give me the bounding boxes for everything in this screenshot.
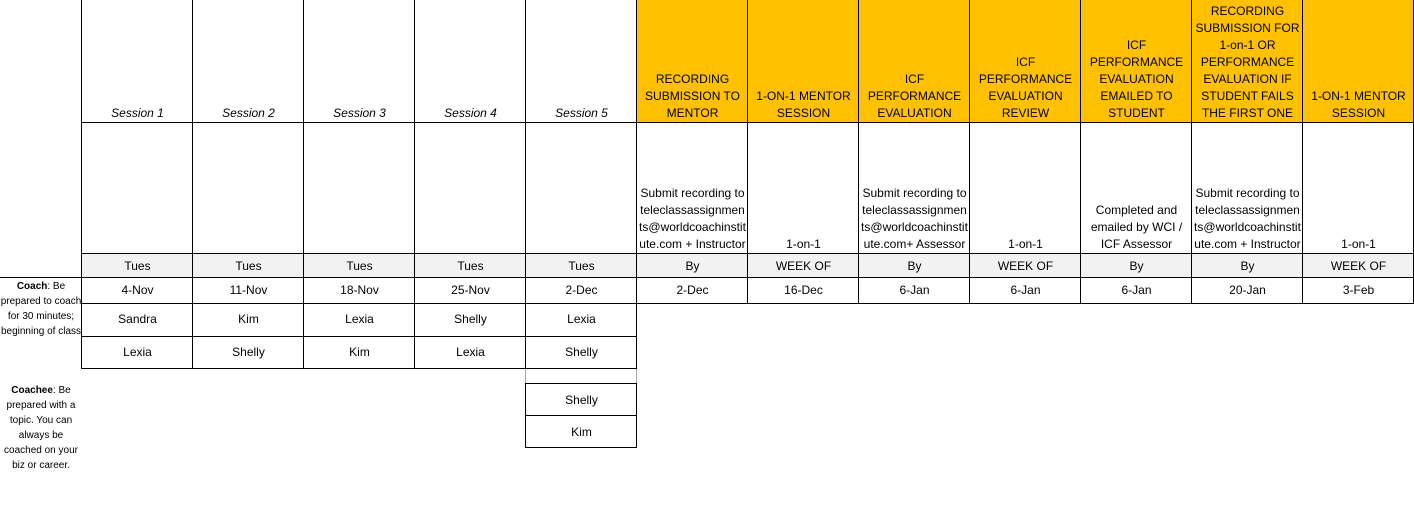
coach-name-cell: Kim bbox=[349, 344, 370, 359]
column-description: Submit recording to teleclassassignments@worldcoachinstitute.com + Instructor bbox=[639, 186, 746, 251]
day-cell: Tues bbox=[304, 254, 415, 278]
day-cell: By bbox=[1081, 254, 1192, 278]
column-description: 1-on-1 bbox=[1008, 237, 1043, 251]
coach-instructions bbox=[0, 279, 82, 369]
date-cell: 2-Dec bbox=[676, 283, 709, 297]
coach-name-cell: Lexia bbox=[456, 344, 485, 359]
date-cell: 25-Nov bbox=[451, 283, 490, 297]
date-cell: 11-Nov bbox=[229, 283, 268, 297]
day-cell: Tues bbox=[193, 254, 304, 278]
grid-line bbox=[303, 0, 304, 369]
date-cell: 20-Jan bbox=[1229, 283, 1266, 297]
grid-line bbox=[747, 0, 748, 304]
coach-name-cell: Sandra bbox=[118, 312, 157, 326]
grid-line bbox=[81, 253, 1414, 254]
date-cell: 2-Dec bbox=[565, 283, 598, 297]
coach-name-cell: Lexia bbox=[345, 312, 374, 326]
coach-name-cell: Lexia bbox=[123, 344, 152, 359]
coachee-instructions bbox=[0, 383, 82, 493]
column-header: Session 1 bbox=[111, 106, 164, 120]
day-cell: WEEK OF bbox=[970, 254, 1081, 278]
date-cell: 6-Jan bbox=[899, 283, 930, 297]
day-cell: WEEK OF bbox=[748, 254, 859, 278]
grid-line bbox=[636, 369, 637, 383]
grid-line bbox=[858, 0, 859, 304]
grid-line bbox=[81, 336, 637, 337]
column-header: Session 2 bbox=[222, 106, 275, 120]
column-description bbox=[82, 123, 193, 254]
column-description bbox=[304, 123, 415, 254]
coach-name-cell: Shelly bbox=[565, 344, 598, 359]
day-cell: By bbox=[859, 254, 970, 278]
column-description bbox=[193, 123, 304, 254]
column-header: 1-ON-1 MENTOR SESSION bbox=[1303, 0, 1414, 123]
grid-line bbox=[1080, 0, 1081, 304]
grid-line bbox=[636, 0, 637, 369]
day-cell: By bbox=[637, 254, 748, 278]
coach-name-cell: Shelly bbox=[454, 312, 487, 326]
column-header: 1-ON-1 MENTOR SESSION bbox=[748, 0, 859, 123]
coachee-name-cell: Kim bbox=[571, 424, 592, 439]
date-cell: 16-Dec bbox=[784, 283, 823, 297]
coach-name-cell: Kim bbox=[238, 312, 259, 326]
date-cell: 3-Feb bbox=[1342, 283, 1375, 297]
grid-line bbox=[192, 0, 193, 369]
grid-line bbox=[525, 383, 637, 384]
date-cell: 4-Nov bbox=[121, 283, 154, 297]
grid-line bbox=[525, 447, 637, 448]
date-cell: 18-Nov bbox=[340, 283, 379, 297]
column-header: ICF PERFORMANCE EVALUATION EMAILED TO STUDENT bbox=[1081, 0, 1192, 123]
coachee-name-cell: Shelly bbox=[565, 392, 598, 407]
column-header: RECORDING SUBMISSION FOR 1-on-1 OR PERFORMANCE EVALUATION IF STUDENT FAILS THE FIRST ONE bbox=[1192, 0, 1303, 123]
grid-line bbox=[81, 303, 1414, 304]
grid-line bbox=[1302, 0, 1303, 304]
date-cell: 6-Jan bbox=[1121, 283, 1152, 297]
coachee-note: : Be prepared with a topic. You can always be coached on your biz or career. bbox=[4, 385, 78, 471]
coachee-label: Coachee bbox=[11, 385, 53, 396]
grid-line bbox=[969, 0, 970, 304]
grid-line bbox=[81, 0, 82, 369]
grid-line bbox=[525, 0, 526, 369]
day-cell: Tues bbox=[82, 254, 193, 278]
day-cell: WEEK OF bbox=[1303, 254, 1414, 278]
column-header: ICF PERFORMANCE EVALUATION bbox=[859, 0, 970, 123]
column-description: Submit recording to teleclassassignments@worldcoachinstitute.com + Instructor bbox=[1194, 186, 1301, 251]
column-description: 1-on-1 bbox=[786, 237, 821, 251]
coach-name-cell: Shelly bbox=[232, 344, 265, 359]
column-header: RECORDING SUBMISSION TO MENTOR bbox=[637, 0, 748, 123]
column-description: Completed and emailed by WCI / ICF Assessor bbox=[1090, 203, 1183, 251]
grid-line bbox=[81, 122, 1414, 123]
grid-line bbox=[81, 368, 637, 369]
grid-line bbox=[0, 277, 1414, 278]
grid-line bbox=[1191, 0, 1192, 304]
column-description bbox=[526, 123, 637, 254]
grid-line bbox=[525, 369, 526, 383]
coach-name-cell: Lexia bbox=[567, 312, 596, 326]
column-header: Session 4 bbox=[444, 106, 497, 120]
coach-note: : Be prepared to coach for 30 minutes; beginning of class bbox=[0, 281, 82, 337]
grid-line bbox=[414, 0, 415, 369]
grid-line bbox=[525, 383, 526, 448]
grid-line bbox=[636, 383, 637, 448]
column-header: Session 3 bbox=[333, 106, 386, 120]
day-cell: Tues bbox=[415, 254, 526, 278]
grid-line bbox=[525, 415, 637, 416]
date-cell: 6-Jan bbox=[1010, 283, 1041, 297]
day-cell: By bbox=[1192, 254, 1303, 278]
column-header: ICF PERFORMANCE EVALUATION REVIEW bbox=[970, 0, 1081, 123]
column-description: 1-on-1 bbox=[1341, 237, 1376, 251]
day-cell: Tues bbox=[526, 254, 637, 278]
column-description bbox=[415, 123, 526, 254]
column-header: Session 5 bbox=[555, 106, 608, 120]
column-description: Submit recording to teleclassassignments@worldcoachinstitute.com+ Assessor bbox=[861, 186, 968, 251]
coach-label: Coach bbox=[16, 281, 48, 292]
